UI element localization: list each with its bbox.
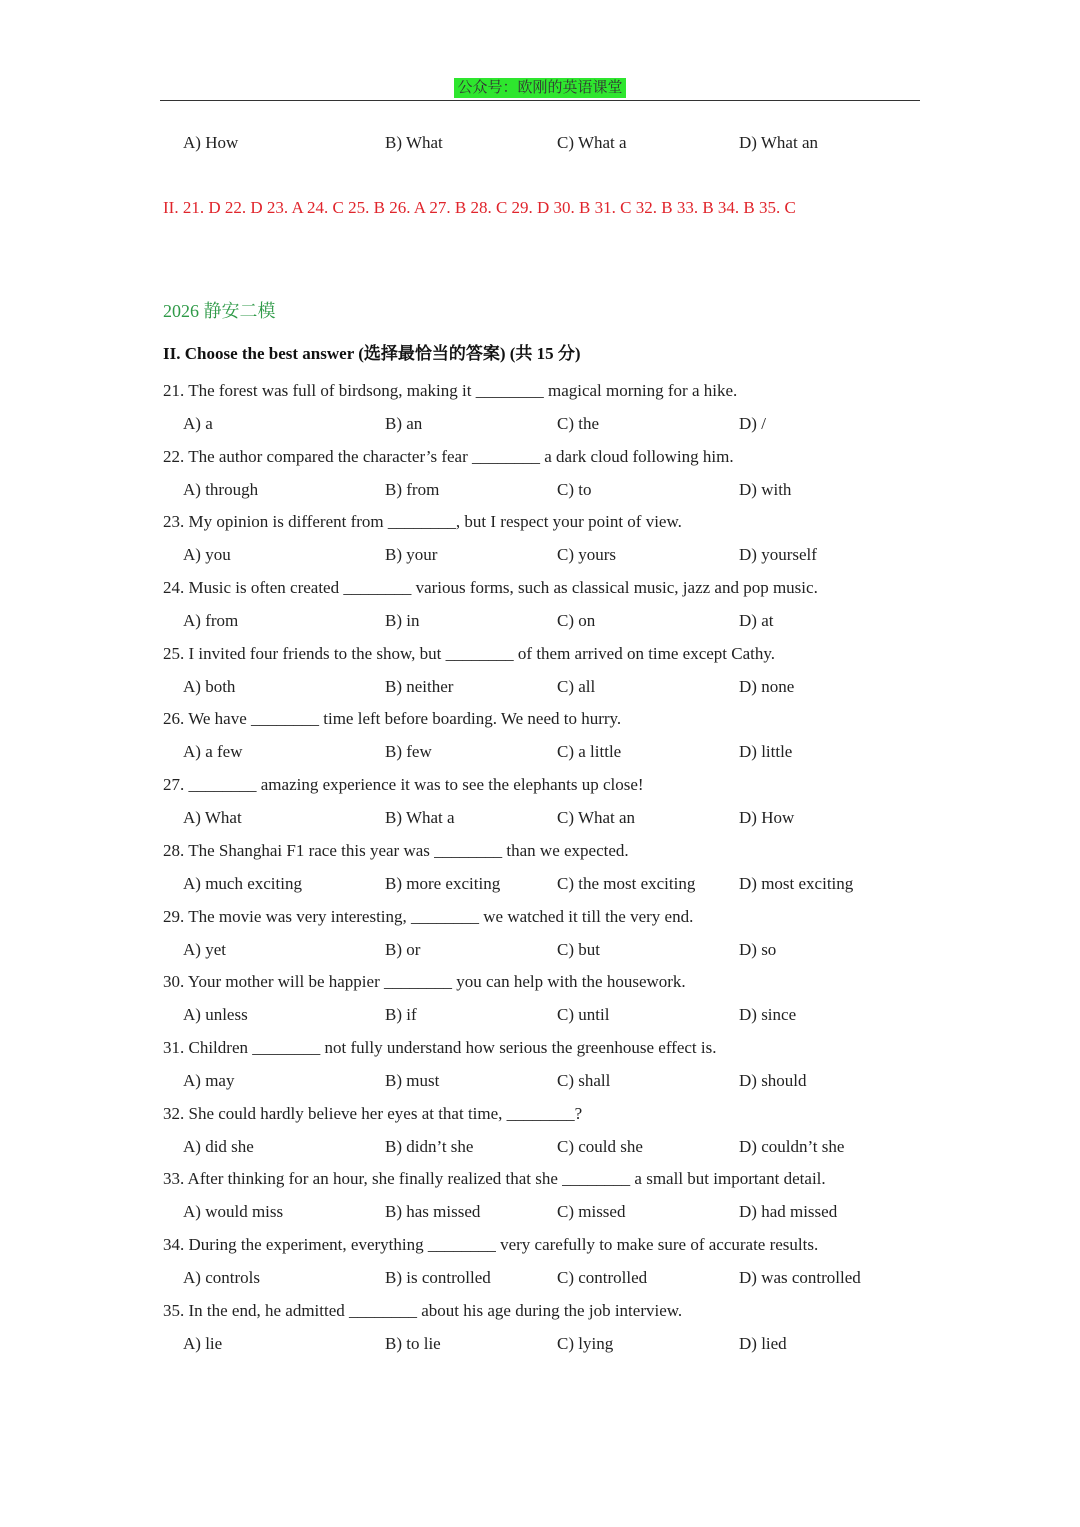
option-a: A) may — [183, 1070, 235, 1090]
option-b: B) has missed — [385, 1202, 481, 1222]
option-c: C) missed — [557, 1202, 626, 1222]
option-d: D) had missed — [739, 1202, 838, 1222]
answer-key: II. 21. D 22. D 23. A 24. C 25. B 26. A 27. B 28. C 29. D 30. B 31. C 32. B 33. B 34. B 35. C — [163, 198, 796, 217]
section-label: 2026 静安二模 — [163, 301, 276, 321]
option-d: D) lied — [739, 1333, 787, 1353]
question-options — [0, 937, 1080, 963]
option-b: B) your — [385, 545, 438, 565]
option-a: A) would miss — [183, 1202, 284, 1222]
question-stem: 33. After thinking for an hour, she finally realized that she ________ a small but important detail. — [163, 1169, 826, 1189]
question-stem: 31. Children ________ not fully understand how serious the greenhouse effect is. — [163, 1037, 717, 1057]
option-c: C) yours — [557, 545, 617, 565]
question-item — [0, 838, 1080, 904]
option-b: B) What — [385, 133, 443, 152]
option-c: C) What an — [557, 808, 636, 828]
option-d: D) at — [739, 611, 774, 631]
option-b: B) is controlled — [385, 1267, 491, 1287]
option-c: C) shall — [557, 1070, 611, 1090]
question-options — [0, 1331, 1080, 1357]
option-c: C) could she — [557, 1136, 643, 1156]
question-item — [0, 378, 1080, 444]
option-b: B) must — [385, 1070, 440, 1090]
option-a: A) you — [183, 545, 231, 565]
question-options — [0, 411, 1080, 437]
question-stem: 23. My opinion is different from ________, but I respect your point of view. — [163, 512, 682, 532]
option-d: D) with — [739, 479, 792, 499]
question-stem: 21. The forest was full of birdsong, making it ________ magical morning for a hike. — [163, 381, 738, 400]
question-stem: 27. ________ amazing experience it was to see the elephants up close! — [163, 775, 644, 795]
question-options — [0, 805, 1080, 831]
option-b: B) or — [385, 939, 421, 959]
option-a: A) a — [183, 414, 213, 433]
option-d: D) most exciting — [739, 873, 854, 893]
option-b: B) an — [385, 414, 423, 433]
option-c: C) lying — [557, 1333, 614, 1353]
question-options — [0, 1134, 1080, 1160]
question-stem: 22. The author compared the character’s fear ________ a dark cloud following him. — [163, 446, 734, 466]
option-d: D) couldn’t she — [739, 1136, 845, 1156]
question-item — [0, 1232, 1080, 1298]
option-b: B) to lie — [385, 1333, 441, 1353]
option-b: B) if — [385, 1005, 417, 1025]
question-item — [0, 444, 1080, 510]
question-options — [0, 871, 1080, 897]
question-item — [0, 772, 1080, 838]
previous-question-options — [0, 130, 1080, 156]
question-stem: 28. The Shanghai F1 race this year was ________ than we expected. — [163, 840, 629, 860]
option-d: D) since — [739, 1005, 797, 1025]
question-item — [0, 575, 1080, 641]
question-item — [0, 904, 1080, 970]
option-c: C) but — [557, 939, 600, 959]
option-c: C) a little — [557, 742, 622, 762]
option-d: D) How — [739, 808, 795, 828]
option-a: A) How — [183, 133, 239, 152]
option-b: B) in — [385, 611, 420, 631]
option-d: D) What an — [739, 133, 818, 152]
question-item — [0, 706, 1080, 772]
option-a: A) both — [183, 676, 236, 696]
question-options — [0, 1265, 1080, 1291]
question-options — [0, 1068, 1080, 1094]
question-item — [0, 641, 1080, 707]
question-item — [0, 1101, 1080, 1167]
option-d: D) yourself — [739, 545, 817, 565]
option-a: A) What — [183, 808, 242, 828]
option-b: B) didn’t she — [385, 1136, 474, 1156]
header-account-tag: 公众号：欧刚的英语课堂 — [454, 78, 625, 98]
option-d: D) should — [739, 1070, 807, 1090]
question-item — [0, 969, 1080, 1035]
section-heading: II. Choose the best answer (选择最恰当的答案) (共 15 分) — [163, 344, 581, 363]
option-a: A) did she — [183, 1136, 254, 1156]
option-c: C) the — [557, 414, 600, 433]
option-c: C) to — [557, 479, 592, 499]
option-d: D) so — [739, 939, 777, 959]
option-a: A) a few — [183, 742, 243, 762]
option-a: A) through — [183, 479, 259, 499]
question-stem: 30. Your mother will be happier ________ you can help with the housework. — [163, 972, 686, 992]
question-options — [0, 542, 1080, 568]
question-item — [0, 1166, 1080, 1232]
option-d: D) / — [739, 414, 766, 433]
question-item — [0, 1035, 1080, 1101]
option-c: C) controlled — [557, 1267, 648, 1287]
question-stem: 26. We have ________ time left before boarding. We need to hurry. — [163, 709, 622, 729]
option-c: C) all — [557, 676, 596, 696]
option-a: A) from — [183, 611, 239, 631]
option-b: B) neither — [385, 676, 454, 696]
question-stem: 24. Music is often created ________ various forms, such as classical music, jazz and pop music. — [163, 578, 818, 598]
page-header — [160, 76, 920, 101]
question-options — [0, 1002, 1080, 1028]
option-a: A) controls — [183, 1267, 260, 1287]
option-a: A) unless — [183, 1005, 248, 1025]
option-c: C) until — [557, 1005, 610, 1025]
option-b: B) What a — [385, 808, 455, 828]
option-b: B) from — [385, 479, 440, 499]
question-item — [0, 1298, 1080, 1364]
question-stem: 32. She could hardly believe her eyes at that time, ________? — [163, 1103, 583, 1123]
option-d: D) was controlled — [739, 1267, 861, 1287]
option-d: D) little — [739, 742, 793, 762]
question-stem: 35. In the end, he admitted ________ about his age during the job interview. — [163, 1300, 683, 1320]
option-b: B) few — [385, 742, 432, 762]
option-c: C) the most exciting — [557, 873, 696, 893]
option-c: C) on — [557, 611, 596, 631]
option-b: B) more exciting — [385, 873, 501, 893]
question-stem: 34. During the experiment, everything ________ very carefully to make sure of accurate results. — [163, 1234, 819, 1254]
option-a: A) lie — [183, 1333, 223, 1353]
question-stem: 29. The movie was very interesting, ________ we watched it till the very end. — [163, 906, 694, 926]
question-options — [0, 1199, 1080, 1225]
question-list — [0, 378, 1080, 1363]
question-options — [0, 674, 1080, 700]
option-d: D) none — [739, 676, 795, 696]
question-stem: 25. I invited four friends to the show, but ________ of them arrived on time except Cathy. — [163, 643, 776, 663]
option-c: C) What a — [557, 133, 627, 152]
option-a: A) yet — [183, 939, 226, 959]
question-item — [0, 509, 1080, 575]
question-options — [0, 608, 1080, 634]
option-a: A) much exciting — [183, 873, 302, 893]
question-options — [0, 739, 1080, 765]
question-options — [0, 477, 1080, 503]
